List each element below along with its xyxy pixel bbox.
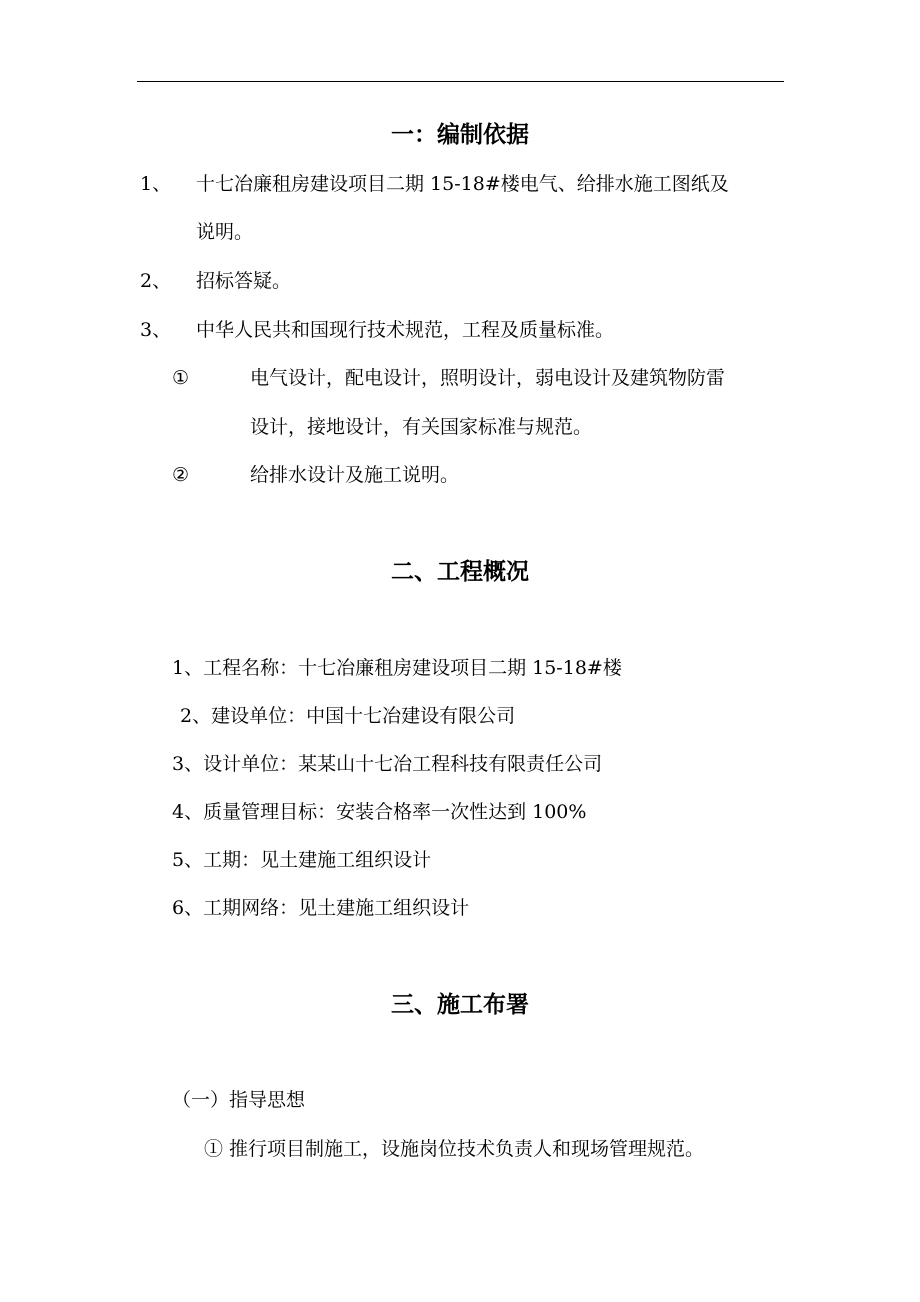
overview-item: 4、质量管理目标：安装合格率一次性达到 100% [172, 801, 587, 823]
section-heading-basis: 一：编制依据 [391, 121, 529, 148]
section-heading-deployment: 三、施工布署 [391, 991, 529, 1018]
item-text: 中华人民共和国现行技术规范，工程及质量标准。 [196, 319, 615, 341]
subitem-text: 电气设计，配电设计，照明设计，弱电设计及建筑物防雷 [250, 367, 726, 389]
header-rule [137, 81, 784, 82]
item-number: 1、 [140, 173, 172, 195]
overview-item: 3、设计单位：某某山十七冶工程科技有限责任公司 [172, 753, 603, 775]
overview-item: 5、工期：见土建施工组织设计 [172, 849, 432, 871]
overview-item: 1、工程名称：十七冶廉租房建设项目二期 15-18#楼 [172, 657, 622, 679]
subitem-text-continuation: 设计，接地设计，有关国家标准与规范。 [250, 416, 593, 438]
item-text: 十七冶廉租房建设项目二期 15-18#楼电气、给排水施工图纸及 [196, 173, 729, 195]
subitem-marker: ② [172, 464, 190, 486]
guideline-item: ① 推行项目制施工，设施岗位技术负责人和现场管理规范。 [204, 1138, 705, 1160]
overview-item: 2、建设单位：中国十七冶建设有限公司 [180, 705, 516, 727]
subitem-text: 给排水设计及施工说明。 [250, 464, 460, 486]
item-number: 3、 [140, 319, 172, 341]
item-number: 2、 [140, 270, 172, 292]
item-text: 招标答疑。 [196, 270, 292, 292]
subitem-marker: ① [172, 367, 190, 389]
subsection-heading: （一）指导思想 [172, 1089, 306, 1111]
section-heading-overview: 二、工程概况 [391, 558, 529, 585]
overview-item: 6、工期网络：见土建施工组织设计 [172, 897, 470, 919]
item-text-continuation: 说明。 [196, 221, 254, 243]
